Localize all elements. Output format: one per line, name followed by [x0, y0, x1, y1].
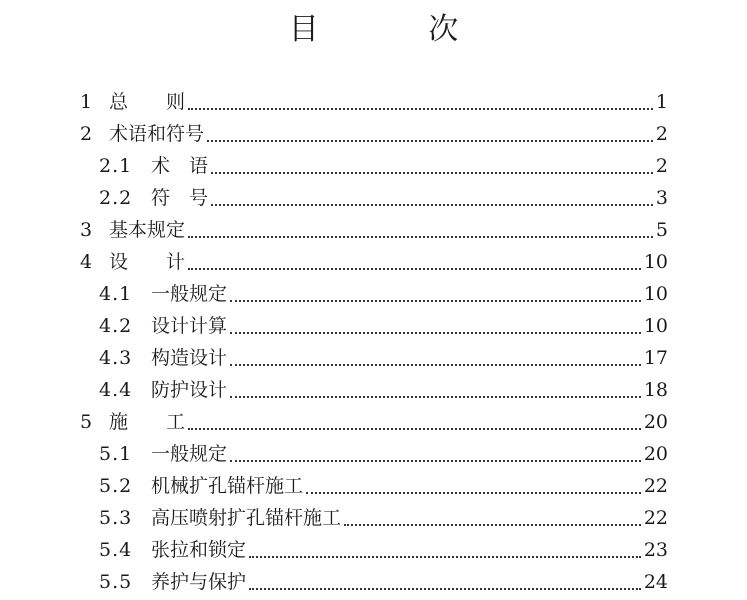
toc-entry[interactable]: [99, 278, 668, 310]
dot-leader: [306, 491, 641, 494]
toc-entry-label: 一般规定: [151, 443, 228, 465]
toc-entry-page: 10: [643, 251, 668, 273]
dot-leader: [188, 235, 653, 238]
toc-entry-label: 术 语: [151, 155, 209, 177]
toc-entry-page: 23: [643, 539, 668, 561]
toc-entry-label: 防护设计: [151, 379, 228, 401]
toc-entry-number: 5.2: [99, 475, 133, 497]
dot-leader: [249, 555, 641, 558]
dot-leader: [188, 427, 641, 430]
toc-entry-number: 5.4: [99, 539, 133, 561]
toc-entry-page: 5: [655, 219, 668, 241]
toc-entry[interactable]: [80, 86, 668, 118]
toc-entry-label: 符 号: [151, 187, 209, 209]
toc-entry-label: 施 工: [109, 411, 186, 433]
toc-entry-label: 一般规定: [151, 283, 228, 305]
toc-entry-page: 17: [643, 347, 668, 369]
dot-leader: [230, 459, 641, 462]
toc-entry-label: 设计计算: [151, 315, 228, 337]
toc-entry-label: 张拉和锁定: [151, 539, 247, 561]
toc-entry-page: 18: [643, 379, 668, 401]
toc-entry-number: 2.2: [99, 187, 133, 209]
toc-entry-label: 高压喷射扩孔锚杆施工: [151, 507, 342, 529]
toc-entry[interactable]: [80, 118, 668, 150]
toc-entry-number: 5.3: [99, 507, 133, 529]
toc-entry[interactable]: [99, 470, 668, 502]
toc-entry-number: 2.1: [99, 155, 133, 177]
toc-entry-page: 20: [643, 411, 668, 433]
dot-leader: [207, 139, 653, 142]
toc-entry-page: 3: [655, 187, 668, 209]
dot-leader: [230, 363, 641, 366]
dot-leader: [188, 267, 641, 270]
toc-entry-page: 22: [643, 475, 668, 497]
toc-entry[interactable]: [99, 182, 668, 214]
toc-entry-label: 术语和符号: [109, 123, 205, 145]
toc-entry-number: 4.4: [99, 379, 133, 401]
toc-entry[interactable]: [99, 534, 668, 566]
toc-entry-number: 5.1: [99, 443, 133, 465]
toc-entry-number: 5.5: [99, 571, 133, 593]
toc-entry-label: 设 计: [109, 251, 186, 273]
toc-entry-number: 5: [80, 411, 93, 433]
toc-entry-number: 4: [80, 251, 93, 273]
toc-entry[interactable]: [99, 566, 668, 598]
dot-leader: [230, 299, 641, 302]
dot-leader: [188, 107, 653, 110]
toc-entry[interactable]: [99, 150, 668, 182]
toc-entry[interactable]: [99, 310, 668, 342]
toc-entry-page: 2: [655, 123, 668, 145]
toc-entry-page: 1: [655, 91, 668, 113]
toc-entry[interactable]: [99, 342, 668, 374]
toc-entry[interactable]: [99, 374, 668, 406]
toc-entry[interactable]: [99, 438, 668, 470]
toc-entry-page: 24: [643, 571, 668, 593]
toc-entry-number: 2: [80, 123, 93, 145]
toc-entry-page: 20: [643, 443, 668, 465]
toc-entry-number: 1: [80, 91, 93, 113]
toc-entry[interactable]: [80, 214, 668, 246]
toc-entry[interactable]: [80, 246, 668, 278]
dot-leader: [211, 203, 653, 206]
toc-entry-page: 22: [643, 507, 668, 529]
page-title: 目 次: [288, 12, 509, 47]
toc-entry-label: 总 则: [109, 91, 186, 113]
toc-entry[interactable]: [80, 406, 668, 438]
toc-entry-label: 基本规定: [109, 219, 186, 241]
toc-entry-number: 4.2: [99, 315, 133, 337]
dot-leader: [249, 587, 641, 590]
toc-entry-number: 4.3: [99, 347, 133, 369]
toc-entry-label: 构造设计: [151, 347, 228, 369]
dot-leader: [230, 331, 641, 334]
toc-entry-page: 10: [643, 283, 668, 305]
dot-leader: [230, 395, 641, 398]
toc-entry-label: 机械扩孔锚杆施工: [151, 475, 304, 497]
toc-entry-page: 10: [643, 315, 668, 337]
toc-entry-page: 2: [655, 155, 668, 177]
dot-leader: [344, 523, 641, 526]
toc-entry-label: 养护与保护: [151, 571, 247, 593]
dot-leader: [211, 171, 653, 174]
toc-entry-number: 3: [80, 219, 93, 241]
toc-entry[interactable]: [99, 502, 668, 534]
toc-entry-number: 4.1: [99, 283, 133, 305]
